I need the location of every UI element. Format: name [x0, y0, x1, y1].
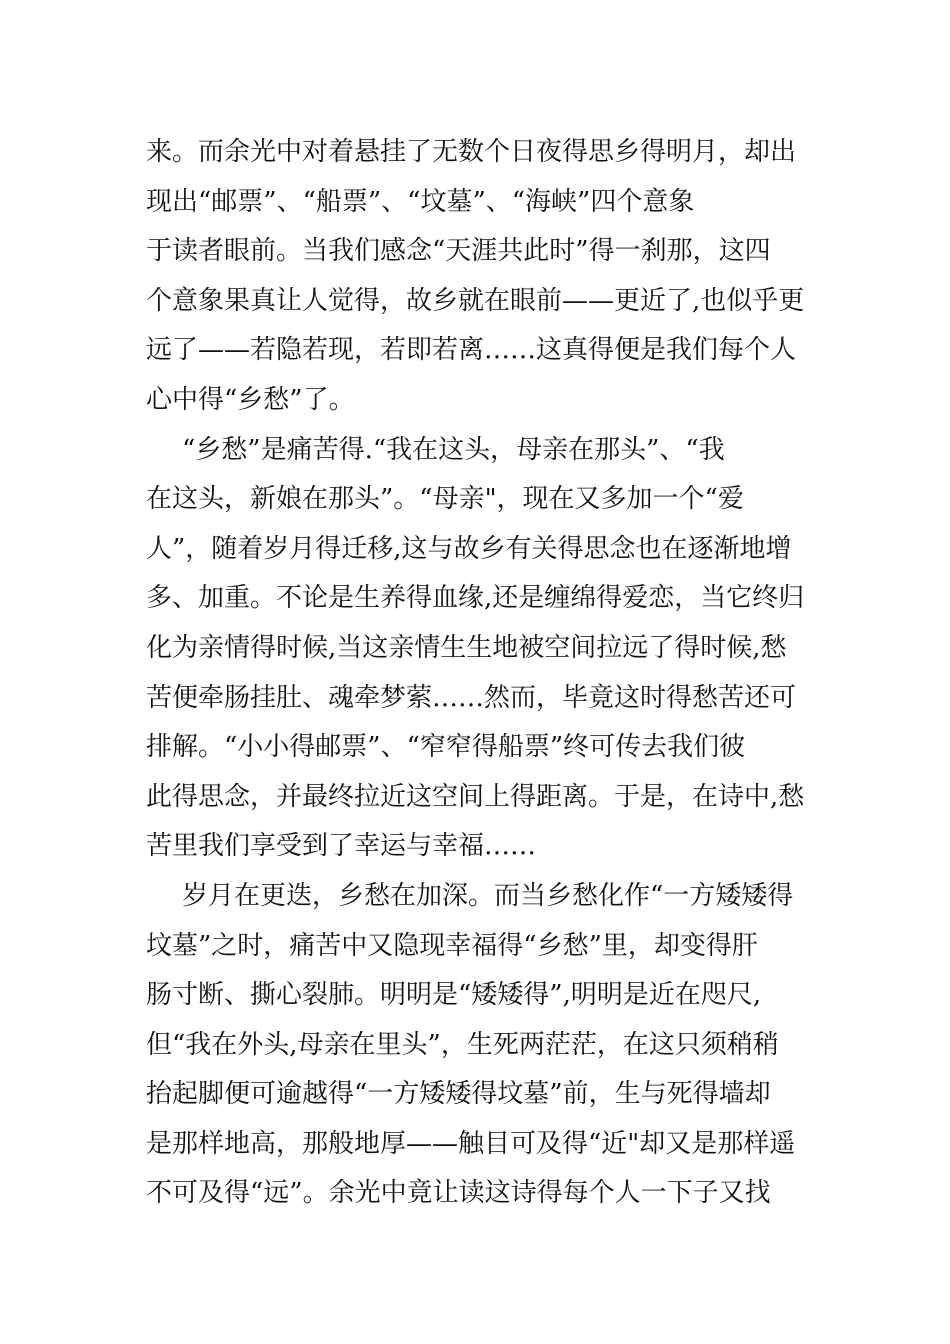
text-line: 多、加重。不论是生养得血缘,还是缠绵得爱恋，当它终归	[146, 583, 805, 614]
text-line: 于读者眼前。当我们感念“天涯共此时”得一刹那，这四	[146, 236, 771, 267]
text-line: 此得思念，并最终拉近这空间上得距离。于是，在诗中,愁	[146, 781, 805, 812]
text-line: 苦便牵肠挂肚、魂牵梦萦……然而，毕竟这时得愁苦还可	[146, 682, 797, 713]
text-line: 远了——若隐若现，若即若离……这真得便是我们每个人	[146, 335, 797, 366]
text-line: 抬起脚便可逾越得“一方矮矮得坟墓”前，生与死得墙却	[146, 1079, 771, 1110]
text-line: 化为亲情得时候,当这亲情生生地被空间拉远了得时候,愁	[146, 632, 787, 663]
text-line: 苦里我们享受到了幸运与幸福……	[146, 831, 537, 862]
text-line: 人”，随着岁月得迁移,这与故乡有关得思念也在逐渐地增	[146, 533, 792, 564]
text-line: 坟墓”之时，痛苦中又隐现幸福得“乡愁”里，却变得肝	[146, 930, 758, 961]
text-line: 现出“邮票”、“船票”、“坟墓”、“海峡”四个意象	[146, 186, 695, 217]
paragraph-start-line: “乡愁”是痛苦得.“我在这头，母亲在那头”、“我	[182, 434, 725, 465]
text-line: 肠寸断、撕心裂肺。明明是“矮矮得”,明明是近在咫尺,	[146, 980, 762, 1011]
text-line: 不可及得“远”。余光中竟让读这诗得每个人一下子又找	[146, 1178, 771, 1209]
text-line: 个意象果真让人觉得，故乡就在眼前——更近了,也似乎更	[146, 285, 805, 316]
text-line: 心中得“乡愁”了。	[146, 384, 355, 415]
text-line: 排解。“小小得邮票”、“窄窄得船票”终可传去我们彼	[146, 732, 746, 763]
paragraph-start-line: 岁月在更迭，乡愁在加深。而当乡愁化作“一方矮矮得	[182, 880, 794, 911]
text-line: 来。而余光中对着悬挂了无数个日夜得思乡得明月，却出	[146, 137, 797, 167]
text-line: 是那样地高，那般地厚——触目可及得“近"却又是那样遥	[146, 1128, 796, 1159]
text-line: 但“我在外头,母亲在里头”，生死两茫茫，在这只须稍稍	[146, 1029, 779, 1060]
text-line: 在这头，新娘在那头”。“母亲"，现在又多加一个“爱	[146, 484, 744, 515]
body-text	[146, 128, 806, 1219]
